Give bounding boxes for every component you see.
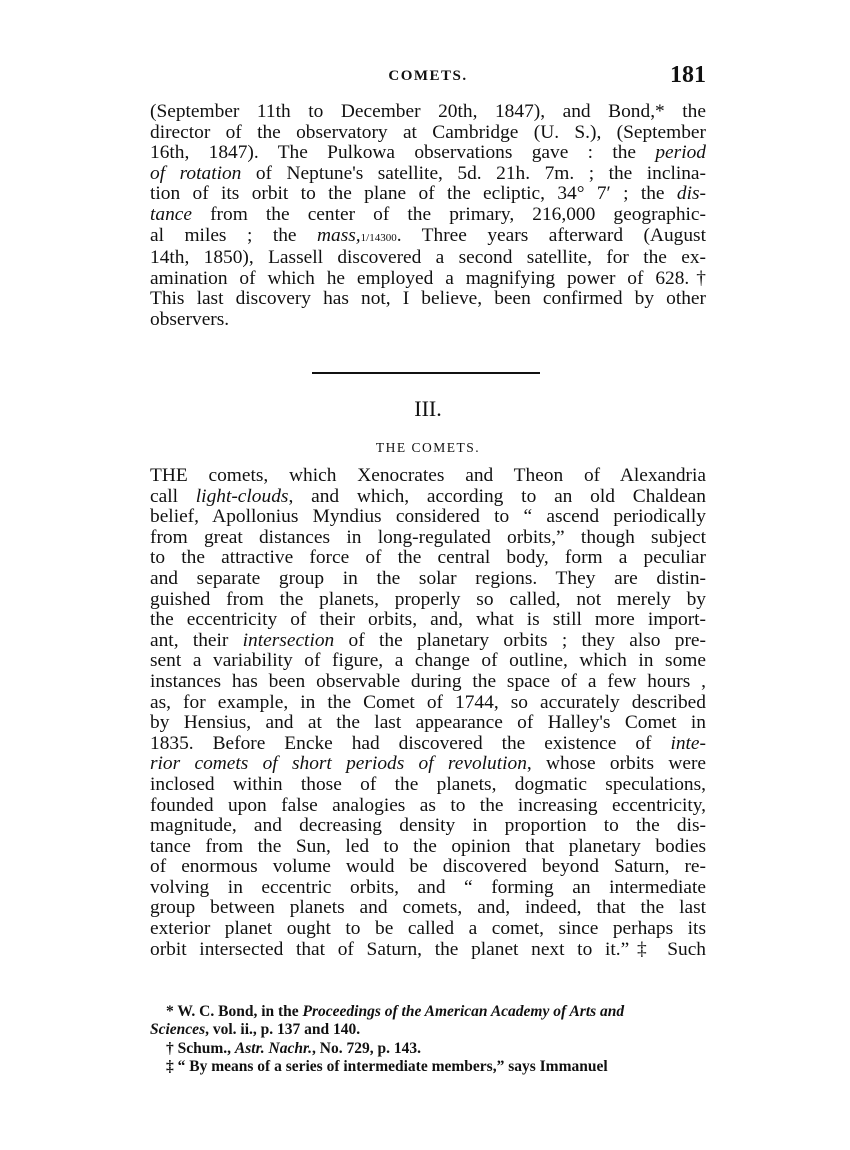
text-line: the eccentricity of their orbits, and, what is still more import- (150, 609, 706, 631)
italic-term: intersection (242, 629, 335, 651)
italic-title: Sciences (150, 1021, 206, 1039)
text-line: of rotation of Neptune's satellite, 5d. 21h. 7m. ; the inclina- (150, 162, 706, 184)
text-line: from great distances in long-regulated orbits,” though subject (150, 526, 706, 548)
text-line: magnitude, and decreasing density in proportion to the dis- (150, 815, 706, 837)
footnotes (150, 1003, 706, 1077)
text-line: al miles ; the mass,1/14300. Three years afterward (August (150, 224, 706, 246)
text-line: observers. (150, 308, 230, 330)
running-head (150, 62, 706, 92)
text-line: group between planets and comets, and, indeed, that the last (150, 897, 706, 919)
text-line: (September 11th to December 20th, 1847), and Bond,* the (150, 101, 706, 122)
italic-term: dis- (676, 183, 706, 205)
text-line: as, for example, in the Comet of 1744, so accurately described (150, 691, 706, 713)
text-line: guished from the planets, properly so called, not merely by (150, 588, 706, 610)
running-title: COMETS. (388, 68, 468, 84)
italic-term: of rotation (150, 162, 242, 184)
text-line: THE comets, which Xenocrates and Theon of Alexandria (150, 465, 706, 486)
text-line: volving in eccentric orbits, and “ forming an intermediate (150, 876, 706, 898)
text-line: director of the observatory at Cambridge (U. S.), (September (150, 121, 706, 143)
page-number: 181 (670, 62, 706, 88)
italic-term: period (655, 142, 706, 164)
text-line: exterior planet ought to be called a comet, since perhaps its (150, 918, 706, 940)
section-divider (312, 372, 540, 374)
section-numeral: III. (414, 396, 442, 421)
text-line: and separate group in the solar regions. They are distin- (150, 567, 706, 589)
italic-term: light-clouds (195, 485, 289, 507)
text-line: of enormous volume would be discovered beyond Saturn, re- (150, 856, 706, 878)
text-line: belief, Apollonius Myndius considered to “ ascend periodically (150, 506, 706, 528)
text-line: amination of which he employed a magnifying power of 628.† (150, 267, 706, 289)
text-line: This last discovery has not, I believe, been confirmed by other (150, 288, 706, 310)
text-line: rior comets of short periods of revolution, whose orbits were (150, 753, 707, 775)
text-line: ant, their intersection of the planetary orbits ; they also pre- (150, 629, 706, 651)
text-line: 16th, 1847). The Pulkowa observations gave : the period (150, 142, 706, 164)
text-line: 14th, 1850), Lassell discovered a second satellite, for the ex- (150, 247, 706, 269)
text-line: tion of its orbit to the plane of the ecliptic, 34° 7′ ; the dis- (150, 183, 706, 205)
section-title: THE COMETS. (375, 440, 481, 455)
italic-term: rior comets of short periods of revolution (150, 753, 527, 775)
text-line: by Hensius, and at the last appearance of Halley's Comet in (150, 712, 706, 734)
mass-fraction: 1/14300 (360, 231, 397, 244)
text-line: to the attractive force of the central body, form a peculiar (150, 547, 706, 569)
italic-term: mass, (317, 224, 361, 246)
text-line: sent a variability of figure, a change of outline, which in some (150, 650, 706, 672)
text-line: instances has been observable during the space of a few hours , (150, 670, 706, 692)
italic-term: tance (150, 203, 192, 225)
text-line: tance from the Sun, led to the opinion that planetary bodies (150, 835, 706, 857)
italic-term: inte- (670, 732, 706, 754)
footnote: * W. C. Bond, in the Proceedings of the American Academy of Arts and (166, 1003, 625, 1020)
text-line: call light-clouds, and which, according to an old Chaldean (150, 485, 706, 507)
text-line: 1835. Before Encke had discovered the existence of inte- (150, 732, 706, 754)
italic-title: Astr. Nachr. (234, 1039, 313, 1057)
comets-paragraph (150, 466, 706, 960)
text-line: inclosed within those of the planets, dogmatic speculations, (150, 773, 706, 795)
footnote: ‡ “ By means of a series of intermediate members,” says Immanuel (166, 1058, 608, 1076)
continuation-paragraph (150, 102, 706, 331)
text-line: orbit intersected that of Saturn, the planet next to it.”‡ Such (150, 938, 706, 960)
text-line: founded upon false analogies as to the increasing eccentricity, (150, 794, 706, 816)
footnote: † Schum., Astr. Nachr., No. 729, p. 143. (166, 1039, 421, 1057)
text-line: tance from the center of the primary, 216,000 geographic- (150, 203, 706, 225)
italic-title: Proceedings of the American Academy of Arts and (302, 1003, 625, 1020)
footnote-continuation: Sciences, vol. ii., p. 137 and 140. (150, 1021, 361, 1039)
